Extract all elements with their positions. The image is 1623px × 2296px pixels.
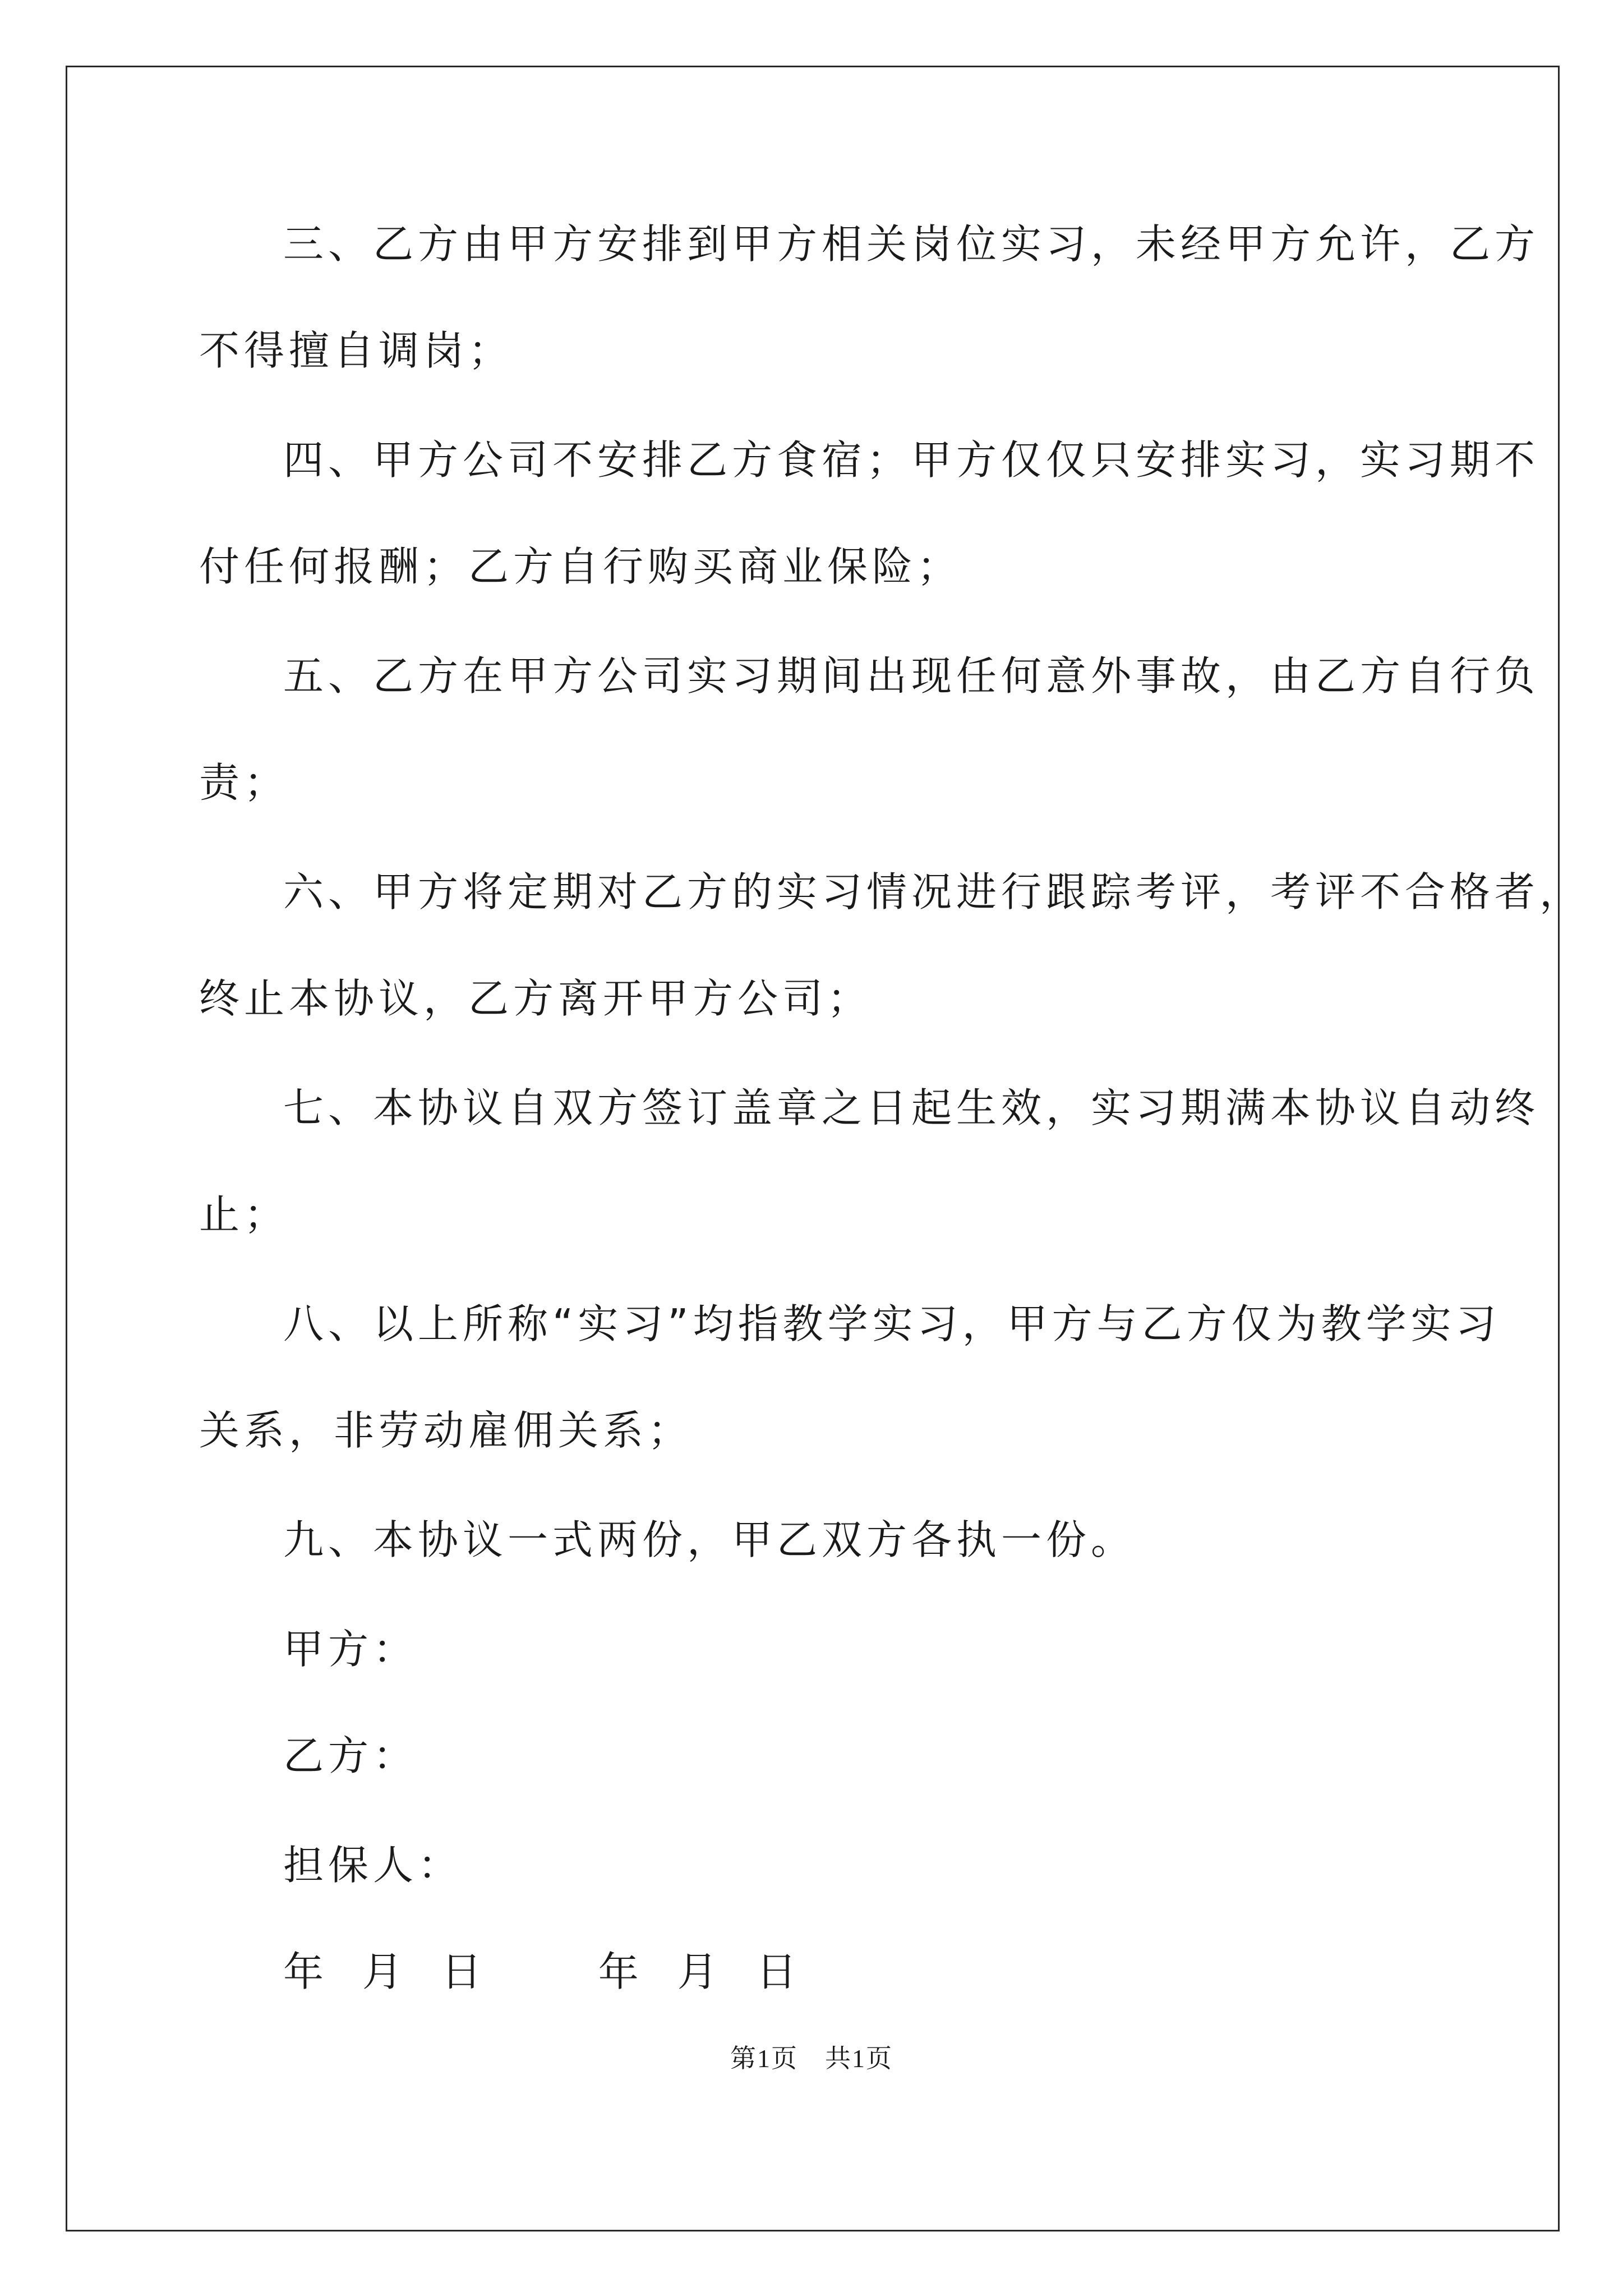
party-b-label: 乙方：: [283, 1732, 418, 1779]
date-row: [283, 1944, 801, 2000]
paragraph-8-line-1: 八、以上所称“实习”均指教学实习，甲方与乙方仅为教学实习: [283, 1300, 1501, 1347]
paragraph-6-line-2: 终止本协议，乙方离开甲方公司；: [199, 975, 873, 1022]
paragraph-3-line-1: 三、乙方由甲方安排到甲方相关岗位实习，未经甲方允许，乙方: [283, 220, 1540, 268]
paragraph-3-line-2: 不得擅自调岗；: [199, 327, 514, 374]
paragraph-5-line-2: 责；: [199, 759, 289, 806]
paragraph-9-line-1: 九、本协议一式两份，甲乙双方各执一份。: [283, 1516, 1136, 1563]
paragraph-4-line-1: 四、甲方公司不安排乙方食宿；甲方仅仅只安排实习，实习期不: [283, 436, 1540, 484]
page-number-current: 第1页: [730, 2044, 798, 2073]
guarantor-label: 担保人：: [283, 1842, 463, 1889]
paragraph-4-line-2: 付任何报酬；乙方自行购买商业保险；: [199, 543, 962, 590]
paragraph-5-line-1: 五、乙方在甲方公司实习期间出现任何意外事故，由乙方自行负: [283, 652, 1540, 700]
paragraph-7-line-1: 七、本协议自双方签订盖章之日起生效，实习期满本协议自动终: [283, 1084, 1540, 1131]
date-left: 年 月 日: [283, 1948, 486, 1995]
page-footer: [0, 2042, 1623, 2076]
page-border: [66, 66, 1560, 2231]
paragraph-6-line-1: 六、甲方将定期对乙方的实习情况进行跟踪考评，考评不合格者，: [283, 868, 1585, 915]
paragraph-7-line-2: 止；: [199, 1191, 289, 1238]
page-number-total: 共1页: [825, 2044, 893, 2073]
paragraph-8-line-2: 关系，非劳动雇佣关系；: [199, 1407, 693, 1454]
date-right: 年 月 日: [598, 1948, 801, 1995]
party-a-label: 甲方：: [283, 1626, 418, 1673]
